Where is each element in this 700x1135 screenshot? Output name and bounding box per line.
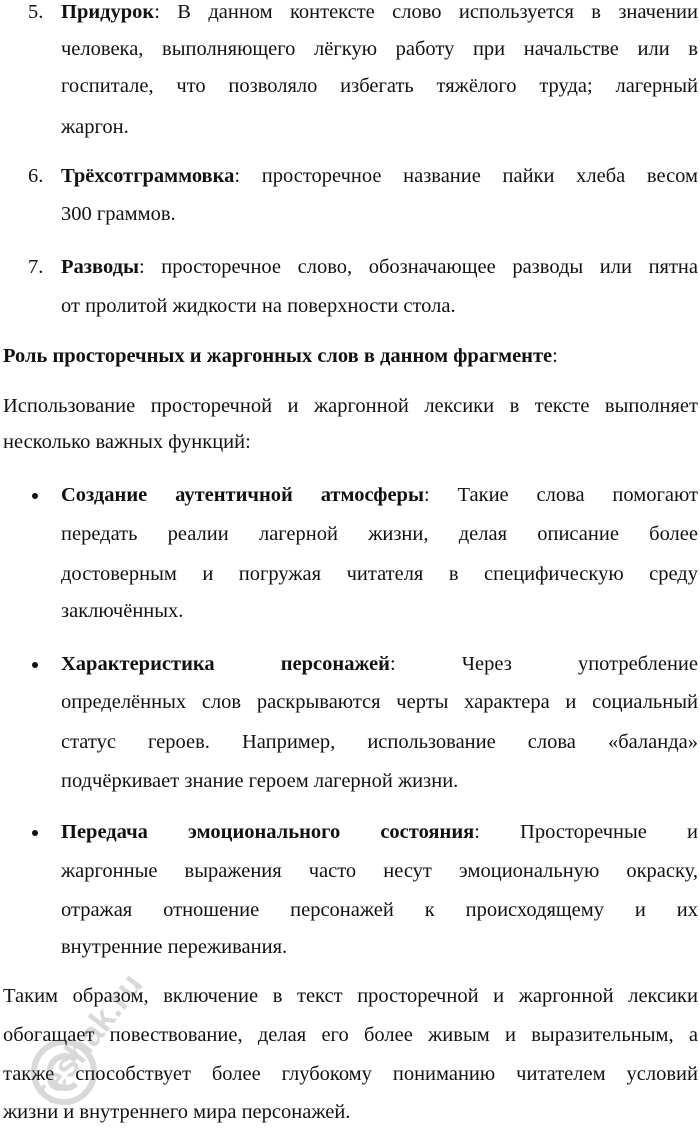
term: Характеристика персонажей [61,653,390,675]
list-item-line: 300 граммов. [61,203,176,225]
bullet-line: определённых слов раскрываются черты характера и социальный [61,691,698,713]
conclusion-line: также способствует более глубокому пониманию читателем условий [3,1063,698,1085]
bullet-dot [32,662,38,668]
list-item-line: человека, выполняющего лёгкую работу при начальстве или в [61,38,698,60]
list-number: 7. [28,256,44,278]
term: Создание аутентичной атмосферы [61,484,424,506]
term: Передача эмоционального состояния [61,821,475,843]
bullet-line: Создание аутентичной атмосферы: Такие слова помогают [61,484,698,506]
list-number: 5. [28,1,44,23]
term: Разводы [61,256,139,278]
bullet-line: статус героев. Например, использование слова «баланда» [61,731,698,753]
bullet-line: достоверным и погружая читателя в специфическую среду [61,563,698,585]
intro-line: несколько важных функций: [3,431,251,453]
list-item-line: госпитале, что позволяло избегать тяжёлого труда; лагерный [61,75,698,97]
bullet-line: жаргонные выражения часто несут эмоциональную окраску, [61,860,698,882]
bullet-line: Характеристика персонажей: Через употребление [61,653,698,675]
list-item-line: Трёхсотграммовка: просторечное название пайки хлеба весом [61,165,698,187]
bullet-line: Передача эмоционального состояния: Просторечные и [61,821,698,843]
bullet-line: отражая отношение персонажей к происходящему и их [61,899,698,921]
watermark-text: reshak.ru [26,966,151,1111]
list-item-line: Разводы: просторечное слово, обозначающее разводы или пятна [61,256,698,278]
list-item-line: Придурок: В данном контексте слово используется в значении [61,1,698,23]
term: Придурок [61,1,155,23]
bullet-line: заключённых. [61,600,184,622]
bullet-line: передать реалии лагерной жизни, делая описание более [61,523,698,545]
conclusion-line: Таким образом, включение в текст просторечной и жаргонной лексики [3,985,698,1007]
bullet-line: внутренние переживания. [61,936,288,958]
section-heading: Роль просторечных и жаргонных слов в данном фрагменте: [3,345,558,367]
list-item-line: жаргон. [61,116,129,138]
bullet-dot [32,493,38,499]
conclusion-line: жизни и внутреннего мира персонажей. [3,1101,351,1123]
conclusion-line: обогащает повествование, делая его более живым и выразительным, а [3,1024,698,1046]
term: Трёхсотграммовка [61,165,235,187]
list-item-line: от пролитой жидкости на поверхности стола. [61,295,456,317]
list-number: 6. [28,165,44,187]
bullet-line: подчёркивает знание героем лагерной жизни. [61,770,459,792]
intro-line: Использование просторечной и жаргонной лексики в тексте выполняет [3,395,698,417]
bullet-dot [32,830,38,836]
